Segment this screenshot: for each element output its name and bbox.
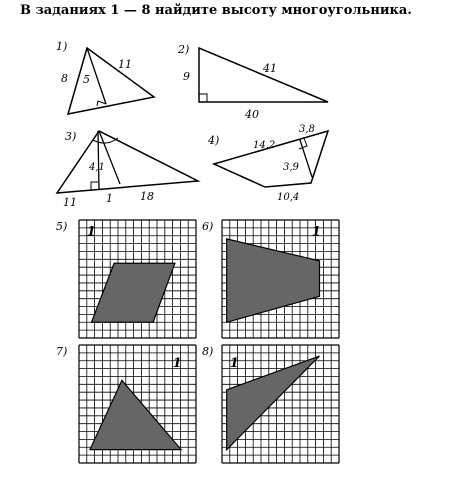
label-3-b: 11 — [63, 196, 77, 209]
shaded-polygon — [91, 263, 174, 322]
label-3-c: 1 — [106, 192, 113, 205]
problem-number-3: 3) — [65, 130, 77, 143]
figure-1 — [56, 40, 154, 114]
grid-figures — [56, 220, 339, 463]
figure-4 — [207, 124, 328, 203]
problem-number-8: 8) — [202, 345, 214, 358]
grid-figure-7 — [56, 345, 196, 463]
label-3-d: 18 — [140, 190, 154, 203]
problem-number-1: 1) — [56, 40, 68, 53]
problem-number-5: 5) — [56, 220, 68, 233]
label-4-b: 3,8 — [299, 124, 315, 135]
grid-figure-5 — [56, 220, 196, 338]
page-title: В заданиях 1 — 8 найдите высоту многоугольника. — [20, 3, 412, 18]
unit-label: 1 — [86, 224, 96, 240]
figure-2 — [177, 43, 328, 121]
grid-figure-6 — [202, 220, 339, 338]
label-4-c: 3,9 — [283, 162, 299, 173]
problem-number-2: 2) — [178, 43, 190, 56]
label-1-a: 8 — [61, 72, 68, 85]
label-2-a: 9 — [183, 70, 190, 83]
problem-number-7: 7) — [56, 345, 68, 358]
shaded-polygon — [90, 380, 181, 449]
label-1-c: 11 — [118, 58, 132, 71]
label-2-c: 40 — [245, 108, 259, 121]
label-4-d: 10,4 — [277, 192, 300, 203]
label-1-b: 5 — [83, 73, 90, 86]
unit-label: 1 — [229, 356, 239, 372]
shaded-polygon — [227, 356, 320, 450]
label-3-a: 4,1 — [89, 162, 105, 173]
label-4-a: 14,2 — [253, 140, 276, 151]
grid-figure-8 — [202, 345, 339, 463]
figure-3 — [57, 130, 198, 209]
unit-label: 1 — [172, 356, 182, 372]
problem-number-6: 6) — [202, 220, 214, 233]
label-2-b: 41 — [263, 62, 277, 75]
problem-number-4: 4) — [208, 134, 220, 147]
unit-label: 1 — [311, 224, 321, 240]
